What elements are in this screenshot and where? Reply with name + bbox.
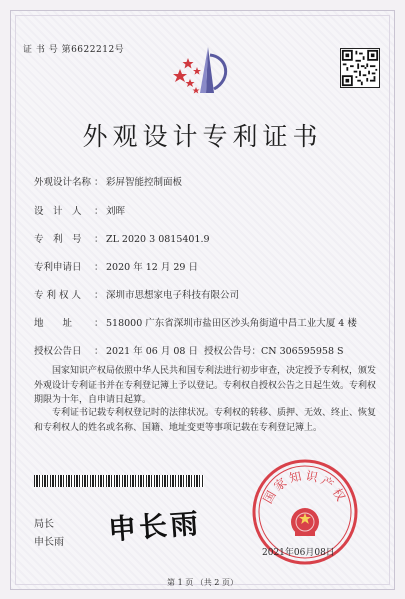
handwritten-signature: 申长雨 (107, 506, 203, 547)
field-address: 地 址 ： 518000 广东省深圳市盐田区沙头角街道中昌工业大厦 4 楼 (34, 315, 357, 329)
patent-office-emblem (170, 45, 240, 105)
field-value: ZL 2020 3 0815401.9 (106, 234, 210, 245)
signatory-title: 局长 (34, 519, 54, 530)
page-footer: 第 1 页 （共 2 页） (167, 578, 238, 587)
document-title: 外观设计专利证书 (82, 122, 323, 151)
field-value: 518000 广东省深圳市盐田区沙头角街道中昌工业大厦 4 楼 (106, 318, 357, 329)
field-label: 授权公告日 (34, 346, 82, 357)
field-value: 深圳市思想家电子科技有限公司 (106, 290, 240, 301)
statement-paragraph-2: 专利证书记载专利权登记时的法律状况。专利权的转移、质押、无效、终止、恢复和专利权人的姓名或名称、国籍、地址变更等事项记载在专利登记簿上。 (34, 408, 377, 433)
field-patentee: 专 利 权 人 ： 深圳市思想家电子科技有限公司 (34, 287, 239, 301)
field-value: 2020 年 12 月 29 日 (106, 262, 198, 273)
announcement-value: CN 306595958 S (260, 346, 344, 357)
field-label: 专利申请日 (34, 262, 82, 273)
field-label: 设 计 人 (34, 206, 82, 217)
seal-text: 国家知识产权 (260, 468, 350, 506)
field-design-name: 外观设计名称 ： 彩屏智能控制面板 (34, 174, 182, 188)
announcement-label: 授权公告号 (203, 346, 252, 357)
signatory-name: 申长雨 (34, 537, 64, 548)
field-label: 外观设计名称 (34, 177, 92, 188)
seal-date: 2021年06月08日 (262, 548, 335, 558)
field-label: 专 利 权 人 (34, 290, 82, 301)
certificate-number: 证 书 号 第6622212号 (23, 45, 125, 55)
barcode (34, 475, 204, 487)
field-value: 彩屏智能控制面板 (106, 177, 183, 188)
field-label: 地 址 (34, 318, 73, 329)
field-value: 2021 年 06 月 08 日 (106, 346, 198, 357)
field-grant-date: 授权公告日 ： 2021 年 06 月 08 日 授权公告号：CN 306595958 S (34, 343, 344, 357)
field-patent-number: 专 利 号 ： ZL 2020 3 0815401.9 (34, 231, 210, 245)
field-designer: 设 计 人 ： 刘晖 (34, 203, 125, 217)
field-filing-date: 专利申请日 ： 2020 年 12 月 29 日 (34, 259, 198, 273)
statement-paragraph-1: 国家知识产权局依照中华人民共和国专利法进行初步审查，决定授予专利权，颁发外观设计专利证书并在专利登记簿上予以登记。专利权自授权公告之日起生效。专利权期限为十年，自申请日起算。 (34, 366, 377, 405)
field-value: 刘晖 (106, 206, 126, 217)
field-label: 专 利 号 (34, 234, 82, 245)
qr-code (340, 48, 380, 88)
